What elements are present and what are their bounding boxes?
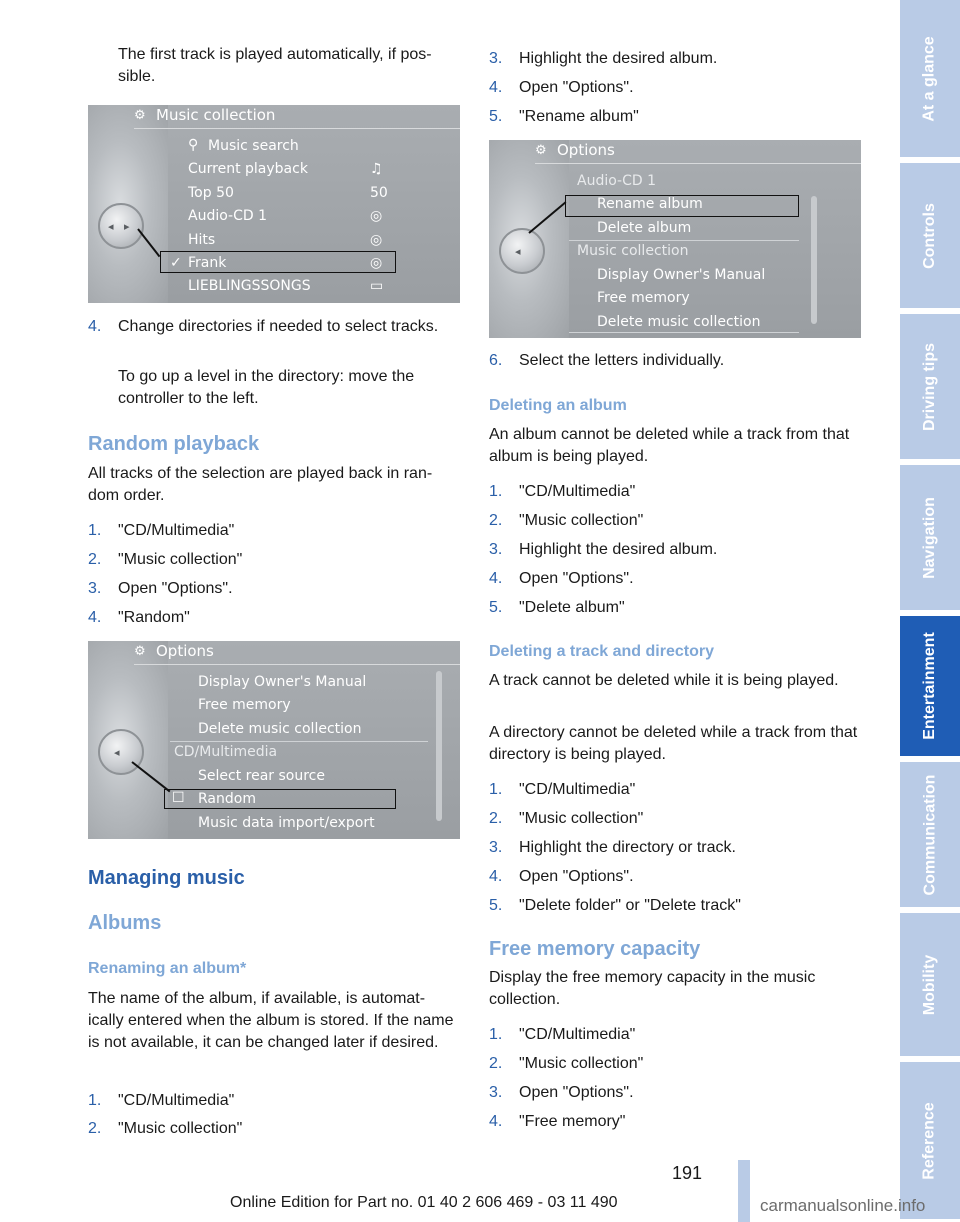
step-number: 3. xyxy=(489,1084,503,1101)
controller-knob xyxy=(499,228,545,274)
menu-item-music-search: Music search xyxy=(208,138,299,154)
random-playback-intro: All tracks of the selection are played back in ran-dom order. xyxy=(88,465,433,504)
menu-item-free-memory: Free memory xyxy=(597,290,690,306)
step-text: Open "Options". xyxy=(519,570,634,587)
deleting-track-text-2: A directory cannot be deleted while a track from that directory is being played. xyxy=(489,724,858,763)
free-memory-heading: Free memory capacity xyxy=(489,938,701,960)
step-number: 1. xyxy=(88,522,102,539)
step-number: 2. xyxy=(88,551,102,568)
step-number: 1. xyxy=(489,1026,503,1043)
music-collection-screen xyxy=(88,105,460,303)
tab-label: At a glance xyxy=(921,35,939,122)
music-note-icon: ♫ xyxy=(370,161,383,177)
step-text: "CD/Multimedia" xyxy=(519,1026,636,1043)
settings-gear-icon: ⚙ xyxy=(535,143,547,158)
arrow-right-icon: ▸ xyxy=(124,221,130,233)
step-number: 6. xyxy=(489,352,503,369)
title-underline xyxy=(535,163,861,164)
tab-label: Entertainment xyxy=(921,632,939,740)
renaming-album-text: The name of the album, if available, is automat-ically entered when the album is stored. If the name is not available, it can be changed later if desired. xyxy=(88,990,454,1051)
tab-navigation[interactable] xyxy=(900,465,960,613)
step-number: 4. xyxy=(489,868,503,885)
cd-icon: ◎ xyxy=(370,232,383,248)
tab-label: Communication xyxy=(921,774,939,895)
step-text: "Delete album" xyxy=(519,599,625,616)
step-text: Open "Options". xyxy=(519,868,634,885)
step-number: 1. xyxy=(489,781,503,798)
settings-gear-icon: ⚙ xyxy=(134,108,146,123)
options-screen-rename xyxy=(489,140,861,338)
separator xyxy=(569,240,799,241)
arrow-left-icon: ◂ xyxy=(108,221,114,233)
step-text: "Music collection" xyxy=(118,551,243,568)
step-number: 4. xyxy=(489,1113,503,1130)
step-text: "Rename album" xyxy=(519,108,639,125)
highlight-frame xyxy=(164,789,396,809)
tab-label: Reference xyxy=(921,1101,938,1180)
step-number: 2. xyxy=(489,512,503,529)
separator xyxy=(170,741,428,742)
highlight-frame xyxy=(565,195,799,217)
deleting-track-heading: Deleting a track and directory xyxy=(489,643,714,660)
checkbox-icon: ☐ xyxy=(172,790,185,806)
deleting-album-heading: Deleting an album xyxy=(489,397,627,414)
highlight-frame xyxy=(160,251,396,273)
renaming-album-heading: Renaming an album* xyxy=(88,960,247,977)
step-text: Highlight the desired album. xyxy=(519,50,718,67)
tab-communication[interactable] xyxy=(900,762,960,910)
step-text: Highlight the directory or track. xyxy=(519,839,736,856)
albums-heading: Albums xyxy=(88,912,162,934)
step-text: Highlight the desired album. xyxy=(519,541,718,558)
controller-knob xyxy=(98,203,144,249)
menu-item-rename-album: Rename album xyxy=(597,196,703,212)
menu-item-current-playback: Current playback xyxy=(188,161,308,177)
step-text: "Music collection" xyxy=(519,1055,644,1072)
menu-item-delete-album: Delete album xyxy=(597,220,692,236)
footer-text: Online Edition for Part no. 01 40 2 606 469 - 03 11 490 xyxy=(230,1194,618,1211)
random-playback-heading: Random playback xyxy=(88,433,260,455)
menu-item-display-owners-manual: Display Owner's Manual xyxy=(597,267,766,283)
tab-controls[interactable] xyxy=(900,163,960,311)
step-text: "CD/Multimedia" xyxy=(519,781,636,798)
tab-entertainment[interactable] xyxy=(900,616,960,759)
step-text: Open "Options". xyxy=(118,580,233,597)
managing-music-heading: Managing music xyxy=(88,867,245,889)
deleting-album-text: An album cannot be deleted while a track from that album is being played. xyxy=(489,426,850,465)
scrollbar xyxy=(436,671,442,821)
step-number: 4. xyxy=(489,570,503,587)
settings-gear-icon: ⚙ xyxy=(134,644,146,659)
step-number: 1. xyxy=(489,483,503,500)
step-number: 3. xyxy=(88,580,102,597)
screen-title: Options xyxy=(156,642,214,660)
step-text: "Random" xyxy=(118,609,190,626)
scrollbar xyxy=(811,196,817,324)
free-memory-text: Display the free memory capacity in the music collection. xyxy=(489,969,816,1008)
step-number: 2. xyxy=(489,1055,503,1072)
step-number: 3. xyxy=(489,50,503,67)
step-number: 5. xyxy=(489,108,503,125)
step-text: "CD/Multimedia" xyxy=(519,483,636,500)
title-underline xyxy=(134,128,460,129)
folder-icon: ▭ xyxy=(370,278,384,294)
page-number-bar xyxy=(738,1160,750,1222)
tab-label: Controls xyxy=(921,202,938,269)
step-number: 5. xyxy=(489,599,503,616)
tab-mobility[interactable] xyxy=(900,913,960,1059)
screen-title: Music collection xyxy=(156,106,276,124)
menu-item-music-data-import-export: Music data import/export xyxy=(198,815,375,831)
section-cd-multimedia: CD/Multimedia xyxy=(174,744,278,760)
menu-item-hits: Hits xyxy=(188,232,216,248)
step-number: 1. xyxy=(88,1092,102,1109)
menu-item-delete-music-collection: Delete music collection xyxy=(597,314,761,330)
screen-title: Options xyxy=(557,141,615,159)
step-text: "CD/Multimedia" xyxy=(118,522,235,539)
check-icon: ✓ xyxy=(170,255,182,271)
section-audio-cd: Audio-CD 1 xyxy=(577,173,657,189)
step-text: Select the letters individually. xyxy=(519,352,725,369)
tab-at-a-glance[interactable] xyxy=(900,0,960,160)
step-text: "Music collection" xyxy=(519,512,644,529)
tab-label: Mobility xyxy=(921,954,938,1015)
menu-item-delete-music-collection: Delete music collection xyxy=(198,721,362,737)
step-text: Open "Options". xyxy=(519,79,634,96)
step-text: Open "Options". xyxy=(519,1084,634,1101)
menu-item-select-rear-source: Select rear source xyxy=(198,768,325,784)
arrow-left-icon: ◂ xyxy=(515,246,521,258)
menu-item-free-memory: Free memory xyxy=(198,697,291,713)
title-underline xyxy=(134,664,460,665)
deleting-track-text-1: A track cannot be deleted while it is being played. xyxy=(489,672,839,689)
step-number: 3. xyxy=(489,839,503,856)
step-number: 5. xyxy=(489,897,503,914)
tab-label: Navigation xyxy=(921,496,939,579)
step-number: 4. xyxy=(489,79,503,96)
step-text: "CD/Multimedia" xyxy=(118,1092,235,1109)
step-text: "Free memory" xyxy=(519,1113,626,1130)
step-number: 3. xyxy=(489,541,503,558)
section-music-collection: Music collection xyxy=(577,243,689,259)
search-icon: ⚲ xyxy=(188,137,199,153)
options-screen-random xyxy=(88,641,460,839)
step-number: 2. xyxy=(489,810,503,827)
controller-knob xyxy=(98,729,144,775)
step-text: "Delete folder" or "Delete track" xyxy=(519,897,741,914)
top50-count: 50 xyxy=(370,185,388,201)
arrow-left-icon: ◂ xyxy=(114,747,120,759)
step-subtext: To go up a level in the directory: move the controller to the left. xyxy=(118,368,415,407)
page-number: 191 xyxy=(672,1163,703,1183)
step-text: "Music collection" xyxy=(519,810,644,827)
step-text: "Music collection" xyxy=(118,1120,243,1137)
menu-item-lieblingssongs: LIEBLINGSSONGS xyxy=(188,278,311,294)
tab-driving-tips[interactable] xyxy=(900,314,960,462)
menu-item-frank: Frank xyxy=(188,255,227,271)
chapter-tabs xyxy=(900,0,960,1222)
menu-item-random: Random xyxy=(198,791,256,807)
menu-item-top-50: Top 50 xyxy=(188,185,234,201)
cd-icon: ◎ xyxy=(370,255,383,271)
step-number: 4. xyxy=(88,609,102,626)
step-number: 4. xyxy=(88,318,102,335)
watermark: carmanualsonline.info xyxy=(760,1196,926,1215)
separator xyxy=(569,332,799,333)
menu-item-audio-cd: Audio-CD 1 xyxy=(188,208,268,224)
cd-icon: ◎ xyxy=(370,208,383,224)
step-number: 2. xyxy=(88,1120,102,1137)
intro-text: The first track is played automatically, if pos-sible. xyxy=(118,46,432,85)
menu-item-display-owners-manual: Display Owner's Manual xyxy=(198,674,367,690)
tab-label: Driving tips xyxy=(921,342,939,431)
step-text: Change directories if needed to select tracks. xyxy=(118,318,439,335)
